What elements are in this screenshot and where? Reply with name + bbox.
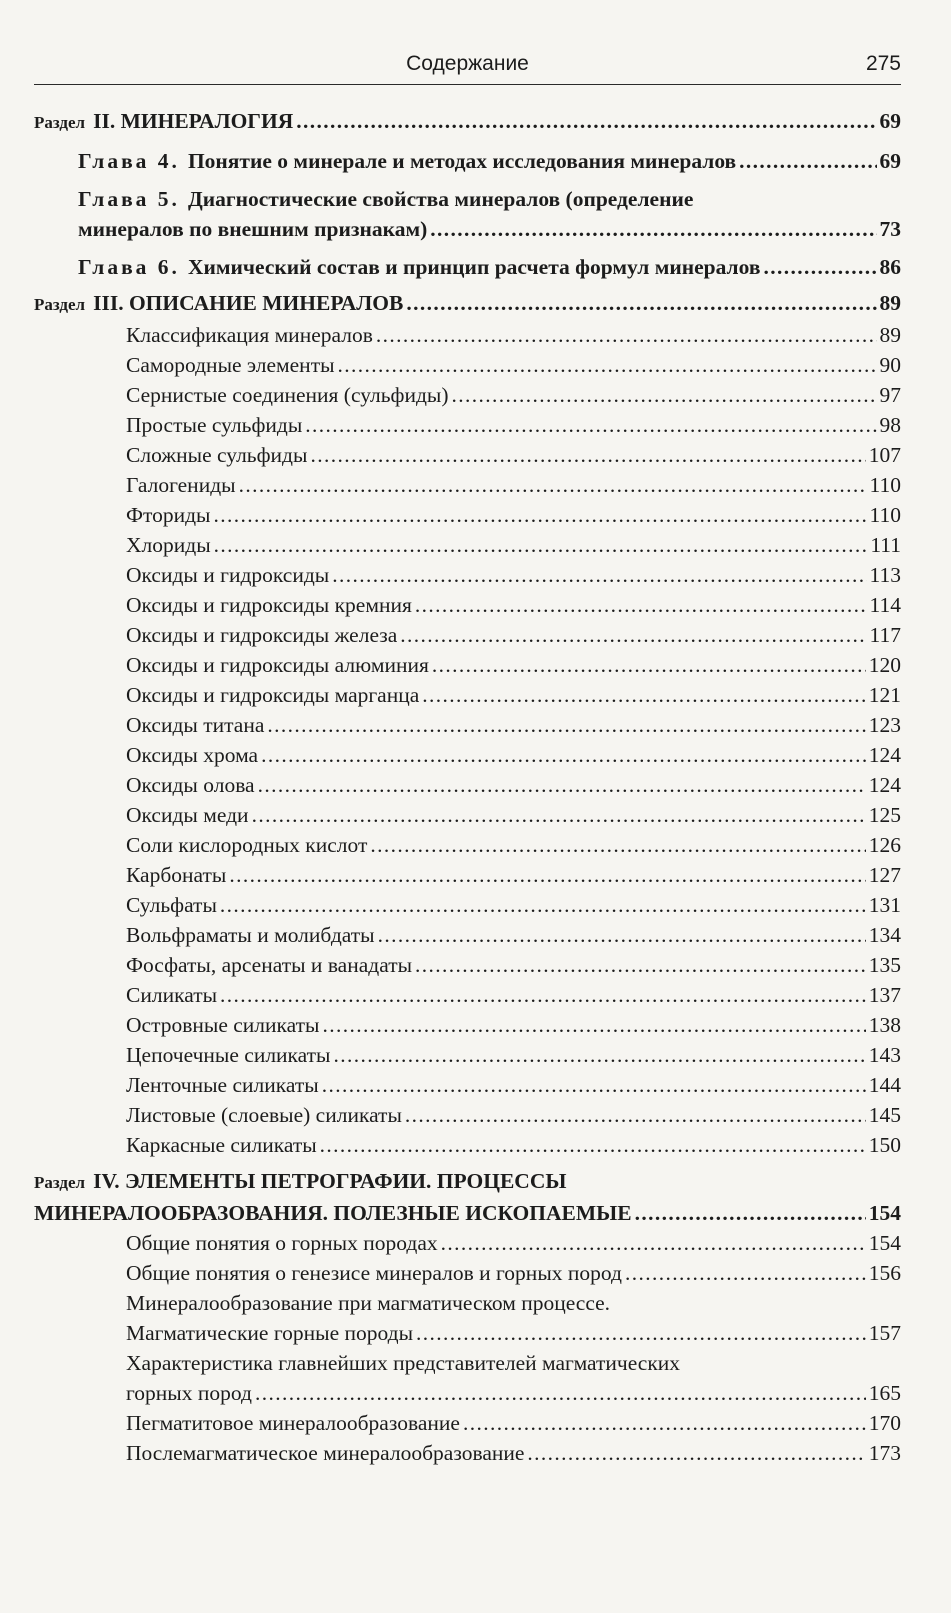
dot-leader	[214, 530, 868, 560]
toc-entry	[34, 1228, 901, 1258]
toc-entry-title: Фториды	[126, 503, 211, 527]
toc-entry	[34, 184, 901, 244]
toc-entry-page: 137	[868, 983, 901, 1007]
table-of-contents	[34, 106, 901, 1468]
toc-entry	[34, 920, 901, 950]
toc-entry	[34, 1130, 901, 1160]
toc-entry-page: 154	[868, 1201, 901, 1225]
toc-entry	[34, 830, 901, 860]
toc-entry-title: Сернистые соединения (сульфиды)	[126, 383, 449, 407]
toc-entry-title: Цепочечные силикаты	[126, 1043, 331, 1067]
dot-leader	[406, 288, 876, 318]
toc-entry-page: 154	[868, 1231, 901, 1255]
dot-leader	[332, 560, 866, 590]
toc-entry-page: 90	[879, 353, 901, 377]
toc-entry	[34, 440, 901, 470]
dot-leader	[452, 380, 877, 410]
toc-entry-page: 125	[868, 803, 901, 827]
toc-entry	[34, 500, 901, 530]
dot-leader	[322, 1070, 866, 1100]
toc-entry-title: Химический состав и принцип расчета формул минералов	[187, 255, 761, 279]
dot-leader	[430, 214, 876, 244]
toc-entry-page: 135	[868, 953, 901, 977]
toc-entry-page: 117	[869, 623, 901, 647]
toc-entry-title: Оксиды и гидроксиды марганца	[126, 683, 420, 707]
toc-entry	[34, 530, 901, 560]
toc-entry-title: III. ОПИСАНИЕ МИНЕРАЛОВ	[93, 291, 404, 315]
dot-leader	[763, 252, 876, 282]
toc-entry-page: 157	[868, 1321, 901, 1345]
dot-leader	[415, 590, 867, 620]
toc-entry-title: Соли кислородных кислот	[126, 833, 368, 857]
toc-entry-title-line1: Диагностические свойства минералов (определение	[187, 187, 694, 211]
toc-entry-page: 120	[868, 653, 901, 677]
dot-leader	[320, 1130, 866, 1160]
dot-leader	[220, 980, 866, 1010]
toc-entry-title: Послемагматическое минералообразование	[126, 1441, 525, 1465]
toc-entry	[34, 1166, 901, 1228]
toc-entry-page: 123	[868, 713, 901, 737]
toc-entry	[34, 950, 901, 980]
dot-leader	[261, 740, 866, 770]
toc-entry	[34, 380, 901, 410]
section-label: Раздел	[34, 1173, 86, 1192]
toc-entry-title: Каркасные силикаты	[126, 1133, 317, 1157]
dot-leader	[229, 860, 865, 890]
toc-entry	[34, 800, 901, 830]
toc-entry-title: Магматические горные породы	[126, 1321, 414, 1345]
toc-entry-page: 89	[879, 323, 901, 347]
toc-entry-page: 113	[869, 563, 901, 587]
toc-entry-title: Листовые (слоевые) силикаты	[126, 1103, 402, 1127]
toc-entry-page: 97	[879, 383, 901, 407]
dot-leader	[322, 1010, 865, 1040]
toc-entry-page: 110	[869, 473, 901, 497]
toc-entry-title: Карбонаты	[126, 863, 227, 887]
dot-leader	[214, 500, 867, 530]
toc-entry-title: Вольфраматы и молибдаты	[126, 923, 375, 947]
toc-entry-title: Островные силикаты	[126, 1013, 320, 1037]
dot-leader	[416, 1318, 866, 1348]
toc-entry	[34, 680, 901, 710]
toc-entry-title-line1: Характеристика главнейших представителей магматических	[126, 1351, 681, 1375]
toc-entry-page: 98	[879, 413, 901, 437]
toc-entry-title: Галогениды	[126, 473, 236, 497]
toc-entry	[34, 740, 901, 770]
dot-leader	[376, 320, 877, 350]
dot-leader	[405, 1100, 866, 1130]
dot-leader	[334, 1040, 866, 1070]
dot-leader	[400, 620, 866, 650]
chapter-label: Глава 5.	[78, 187, 180, 211]
toc-entry-page: 89	[879, 291, 901, 315]
dot-leader	[527, 1438, 865, 1468]
toc-entry-title: Оксиды и гидроксиды алюминия	[126, 653, 429, 677]
toc-entry-title: Оксиды и гидроксиды кремния	[126, 593, 412, 617]
toc-entry-page: 170	[868, 1411, 901, 1435]
toc-entry	[34, 146, 901, 176]
toc-entry-title: Общие понятия о горных породах	[126, 1231, 438, 1255]
running-header	[34, 46, 901, 85]
toc-entry-page: 114	[869, 593, 901, 617]
toc-entry-page: 156	[868, 1261, 901, 1285]
page-number: 275	[865, 52, 901, 75]
dot-leader	[739, 146, 876, 176]
toc-entry-page: 143	[868, 1043, 901, 1067]
dot-leader	[267, 710, 865, 740]
toc-entry-title: Простые сульфиды	[126, 413, 303, 437]
toc-entry-title: Самородные элементы	[126, 353, 335, 377]
toc-entry	[34, 252, 901, 282]
dot-leader	[378, 920, 866, 950]
toc-entry-page: 69	[879, 149, 901, 173]
toc-entry	[34, 1318, 901, 1348]
toc-entry-page: 138	[868, 1013, 901, 1037]
toc-entry-title: Классификация минералов	[126, 323, 373, 347]
toc-entry	[34, 288, 901, 320]
toc-entry-title: Минералообразование при магматическом процессе.	[126, 1291, 611, 1315]
chapter-label: Глава 4.	[78, 149, 180, 173]
toc-entry-title: Сульфаты	[126, 893, 217, 917]
toc-entry-title: Оксиды титана	[126, 713, 265, 737]
dot-leader	[415, 950, 866, 980]
dot-leader	[220, 890, 866, 920]
toc-entry-title: горных пород	[126, 1381, 252, 1405]
toc-entry-page: 73	[879, 217, 901, 241]
toc-entry-title: Оксиды и гидроксиды железа	[126, 623, 398, 647]
toc-entry	[34, 1288, 901, 1318]
dot-leader	[255, 1378, 866, 1408]
toc-entry-title: Оксиды олова	[126, 773, 255, 797]
toc-entry-title: Ленточные силикаты	[126, 1073, 319, 1097]
toc-entry	[34, 710, 901, 740]
dot-leader	[441, 1228, 866, 1258]
dot-leader	[296, 106, 876, 136]
toc-entry-page: 111	[870, 533, 901, 557]
toc-entry-title: Оксиды меди	[126, 803, 249, 827]
toc-entry-page: 127	[868, 863, 901, 887]
toc-entry	[34, 350, 901, 380]
toc-entry-title: Оксиды хрома	[126, 743, 259, 767]
toc-entry-page: 121	[868, 683, 901, 707]
toc-entry-title: минералов по внешним признакам)	[78, 217, 428, 241]
toc-entry	[34, 890, 901, 920]
toc-entry-page: 173	[868, 1441, 901, 1465]
section-label: Раздел	[34, 113, 86, 132]
toc-entry	[34, 320, 901, 350]
toc-entry-title: Хлориды	[126, 533, 211, 557]
toc-entry-title: II. МИНЕРАЛОГИЯ	[93, 109, 294, 133]
toc-entry	[34, 770, 901, 800]
toc-entry-page: 107	[868, 443, 901, 467]
chapter-label: Глава 6.	[78, 255, 180, 279]
dot-leader	[432, 650, 866, 680]
dot-leader	[239, 470, 867, 500]
dot-leader	[635, 1198, 866, 1228]
toc-entry-title: МИНЕРАЛООБРАЗОВАНИЯ. ПОЛЕЗНЫЕ ИСКОПАЕМЫЕ	[34, 1201, 632, 1225]
dot-leader	[625, 1258, 866, 1288]
toc-entry-page: 165	[868, 1381, 901, 1405]
dot-leader	[370, 830, 865, 860]
toc-entry	[34, 1408, 901, 1438]
toc-entry-page: 124	[868, 773, 901, 797]
toc-entry	[34, 1010, 901, 1040]
toc-entry	[34, 1040, 901, 1070]
dot-leader	[305, 410, 876, 440]
toc-entry-page: 134	[868, 923, 901, 947]
dot-leader	[252, 800, 866, 830]
toc-entry	[34, 980, 901, 1010]
dot-leader	[310, 440, 865, 470]
dot-leader	[258, 770, 866, 800]
toc-entry	[34, 620, 901, 650]
toc-entry	[34, 410, 901, 440]
toc-entry-title: Сложные сульфиды	[126, 443, 308, 467]
toc-entry-title: Силикаты	[126, 983, 218, 1007]
running-title: Содержание	[406, 52, 529, 75]
section-label: Раздел	[34, 295, 86, 314]
dot-leader	[422, 680, 865, 710]
toc-entry-title-line1: IV. ЭЛЕМЕНТЫ ПЕТРОГРАФИИ. ПРОЦЕССЫ	[93, 1169, 567, 1193]
toc-entry-page: 150	[868, 1133, 901, 1157]
toc-entry-title: Оксиды и гидроксиды	[126, 563, 330, 587]
toc-entry	[34, 1258, 901, 1288]
toc-entry-page: 145	[868, 1103, 901, 1127]
toc-entry	[34, 1438, 901, 1468]
toc-entry-page: 86	[879, 255, 901, 279]
toc-entry	[34, 560, 901, 590]
toc-entry	[34, 1348, 901, 1408]
toc-entry-page: 144	[868, 1073, 901, 1097]
toc-entry	[34, 106, 901, 138]
toc-entry	[34, 650, 901, 680]
toc-entry-page: 69	[879, 109, 901, 133]
toc-entry-title: Понятие о минерале и методах исследования минералов	[187, 149, 737, 173]
toc-entry-page: 126	[868, 833, 901, 857]
dot-leader	[463, 1408, 866, 1438]
toc-entry	[34, 860, 901, 890]
toc-entry-title: Пегматитовое минералообразование	[126, 1411, 460, 1435]
toc-entry	[34, 470, 901, 500]
toc-entry-page: 124	[868, 743, 901, 767]
toc-entry	[34, 590, 901, 620]
toc-entry-page: 131	[868, 893, 901, 917]
toc-entry	[34, 1070, 901, 1100]
toc-entry-page: 110	[869, 503, 901, 527]
toc-entry-title: Общие понятия о генезисе минералов и горных пород	[126, 1261, 622, 1285]
dot-leader	[338, 350, 877, 380]
toc-entry	[34, 1100, 901, 1130]
toc-entry-title: Фосфаты, арсенаты и ванадаты	[126, 953, 413, 977]
